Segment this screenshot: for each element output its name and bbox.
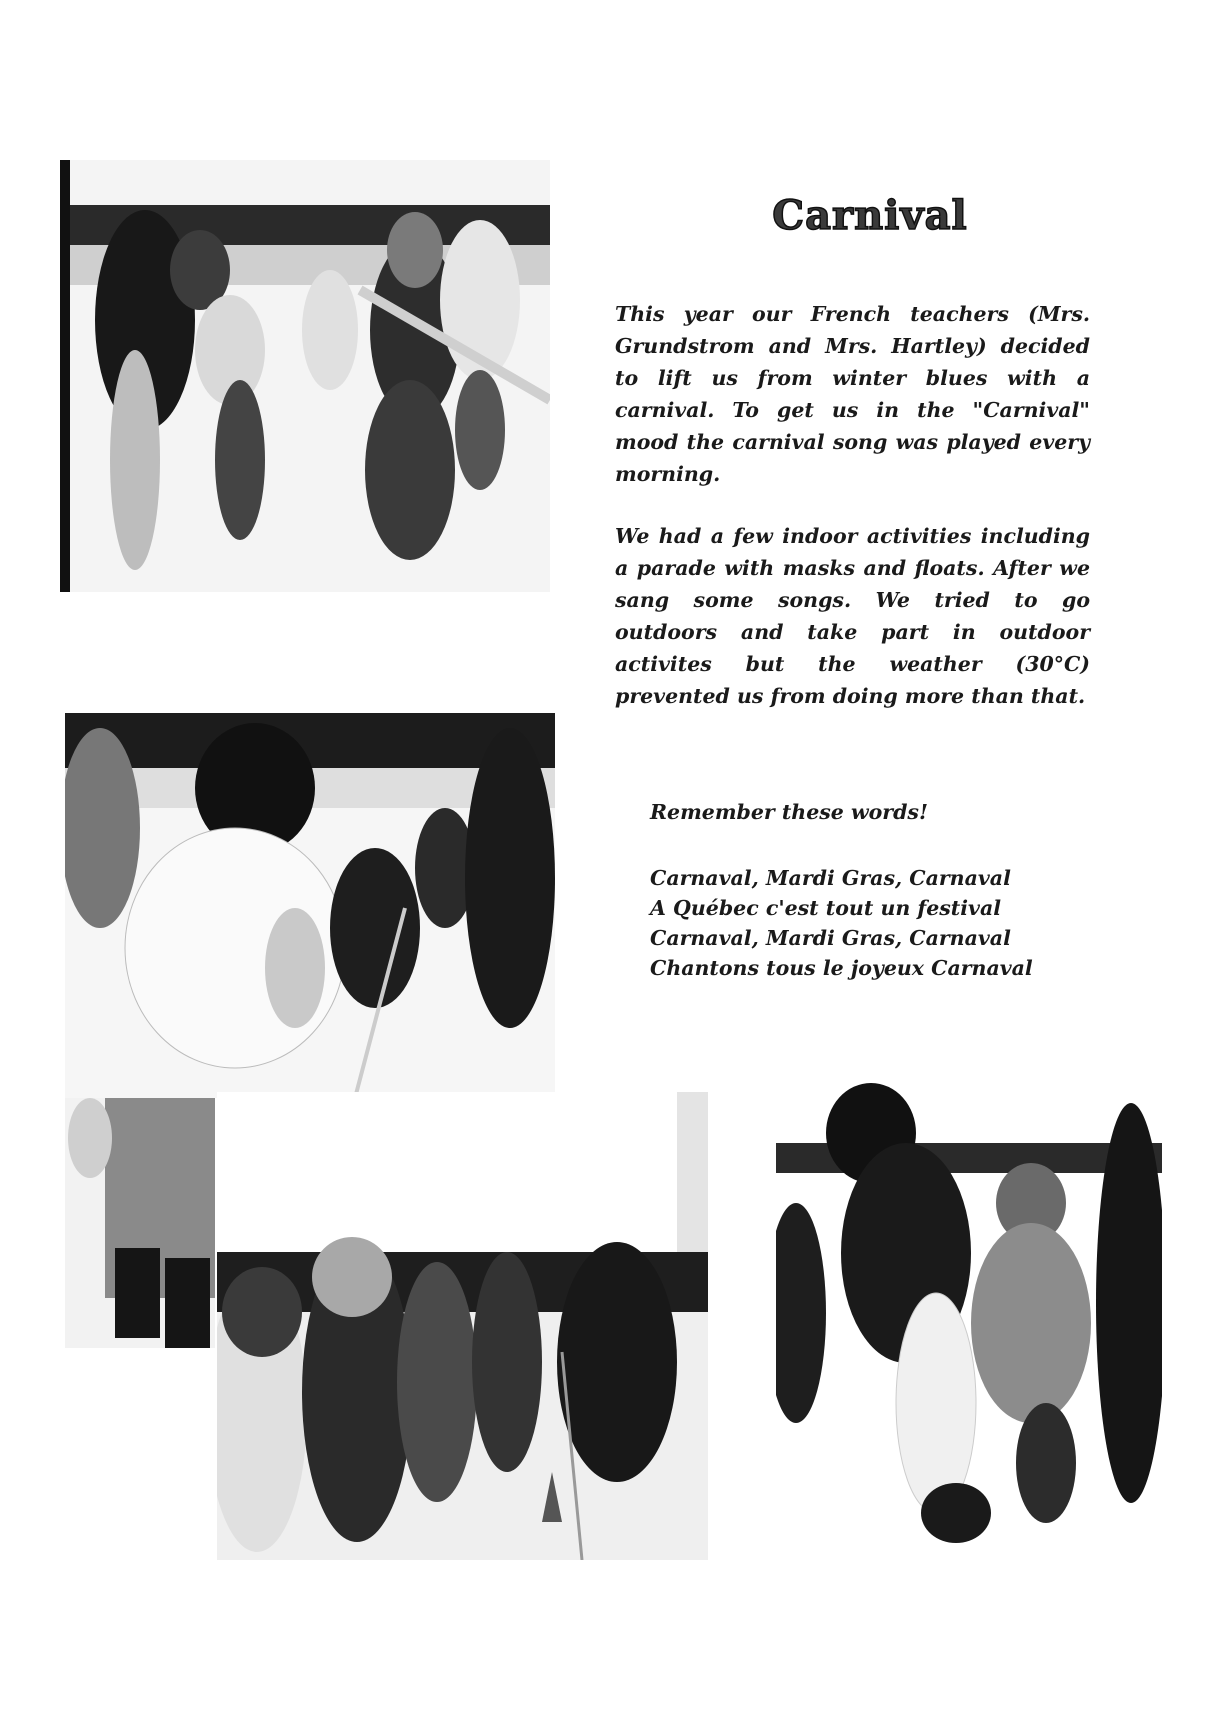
photo-tug-of-war-1: [60, 160, 550, 592]
song-line: Carnaval, Mardi Gras, Carnaval: [650, 926, 1011, 950]
photo-tug-of-war-2-lower: [65, 1098, 215, 1348]
song-line: Chantons tous le joyeux Carnaval: [650, 956, 1033, 980]
page-title: Carnival: [772, 192, 968, 239]
photo-kids-grappling: [776, 1083, 1162, 1560]
photo-group-in-snow: [217, 1092, 708, 1560]
activities-paragraph: We had a few indoor activities including a parade with masks and floats. After we sang some songs. We tried to go outdoors and take part in outdoor activites but the weather (30°C) prevented us from doing more than that.: [615, 524, 1090, 708]
song-lyrics: [650, 863, 1033, 983]
song-line: Carnaval, Mardi Gras, Carnaval: [650, 866, 1011, 890]
song-line: A Québec c'est tout un festival: [650, 896, 1002, 920]
photo-tug-of-war-2: [65, 628, 555, 1098]
remember-heading: Remember these words!: [650, 800, 928, 824]
intro-paragraph: This year our French teachers (Mrs. Grundstrom and Mrs. Hartley) decided to lift us from winter blues with a carnival. To get us in the "Carnival" mood the carnival song was played every morning.: [615, 302, 1090, 486]
